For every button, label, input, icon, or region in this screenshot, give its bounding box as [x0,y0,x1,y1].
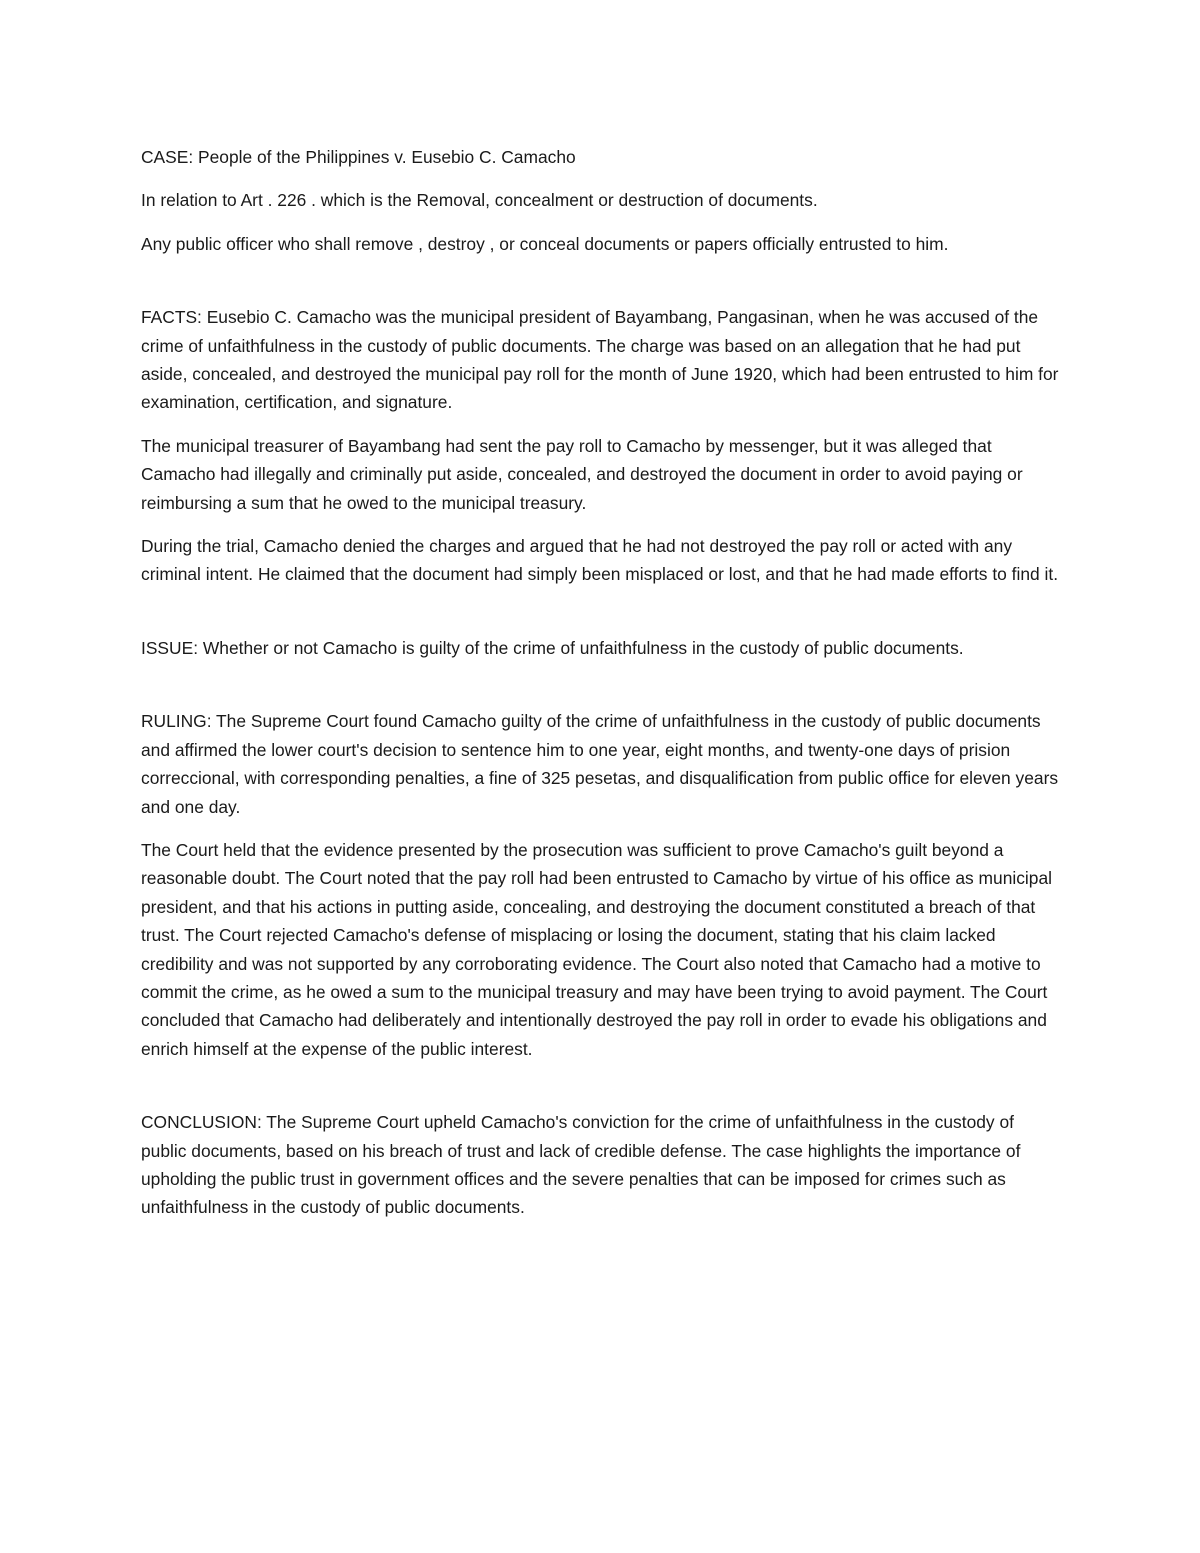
facts-paragraph: During the trial, Camacho denied the charges and argued that he had not destroyed the pay roll or acted with any criminal intent. He claimed that the document had simply been misplaced or lost, and that he had made efforts to find it. [141,536,1059,585]
facts-paragraph: FACTS: Eusebio C. Camacho was the municipal president of Bayambang, Pangasinan, when he was accused of the crime of unfaithfulness in the custody of public documents. The charge was based on an allegation that he had put aside, concealed, and destroyed the municipal pay roll for the month of June 1920, which had been entrusted to him for examination, certification, and signature. [141,307,1059,413]
ruling-paragraph: The Court held that the evidence presented by the prosecution was sufficient to prove Camacho's guilt beyond a reasonable doubt. The Court noted that the pay roll had been entrusted to Camacho by virtue of his office as municipal president, and that his actions in putting aside, concealing, and destroying the document constituted a breach of that trust. The Court rejected Camacho's defense of misplacing or losing the document, stating that his claim lacked credibility and was not supported by any corroborating evidence. The Court also noted that Camacho had a motive to commit the crime, as he owed a sum to the municipal treasury and may have been trying to avoid payment. The Court concluded that Camacho had deliberately and intentionally destroyed the pay roll in order to evade his obligations and enrich himself at the expense of the public interest. [141,839,1052,1059]
facts-paragraph: The municipal treasurer of Bayambang had sent the pay roll to Camacho by messenger, but it was alleged that Camacho had illegally and criminally put aside, concealed, and destroyed the document in order to avoid paying or reimbursing a sum that he owed to the municipal treasury. [141,435,1023,513]
document-body [141,143,1061,1222]
case-title: CASE: People of the Philippines v. Eusebio C. Camacho [141,147,576,167]
conclusion-paragraph: CONCLUSION: The Supreme Court upheld Camacho's conviction for the crime of unfaithfulness in the custody of public documents, based on his breach of trust and lack of credible defense. The case highlights the importance of upholding the public trust in government offices and the severe penalties that can be imposed for crimes such as unfaithfulness in the custody of public documents. [141,1112,1021,1218]
case-provision: Any public officer who shall remove , destroy , or conceal documents or papers officially entrusted to him. [141,233,949,254]
case-relation: In relation to Art . 226 . which is the Removal, concealment or destruction of documents. [141,190,818,211]
issue-paragraph: ISSUE: Whether or not Camacho is guilty of the crime of unfaithfulness in the custody of public documents. [141,637,964,658]
ruling-paragraph: RULING: The Supreme Court found Camacho guilty of the crime of unfaithfulness in the custody of public documents and affirmed the lower court's decision to sentence him to one year, eight months, and twenty-one days of prision correccional, with corresponding penalties, a fine of 325 pesetas, and disqualification from public office for eleven years and one day. [141,711,1059,817]
